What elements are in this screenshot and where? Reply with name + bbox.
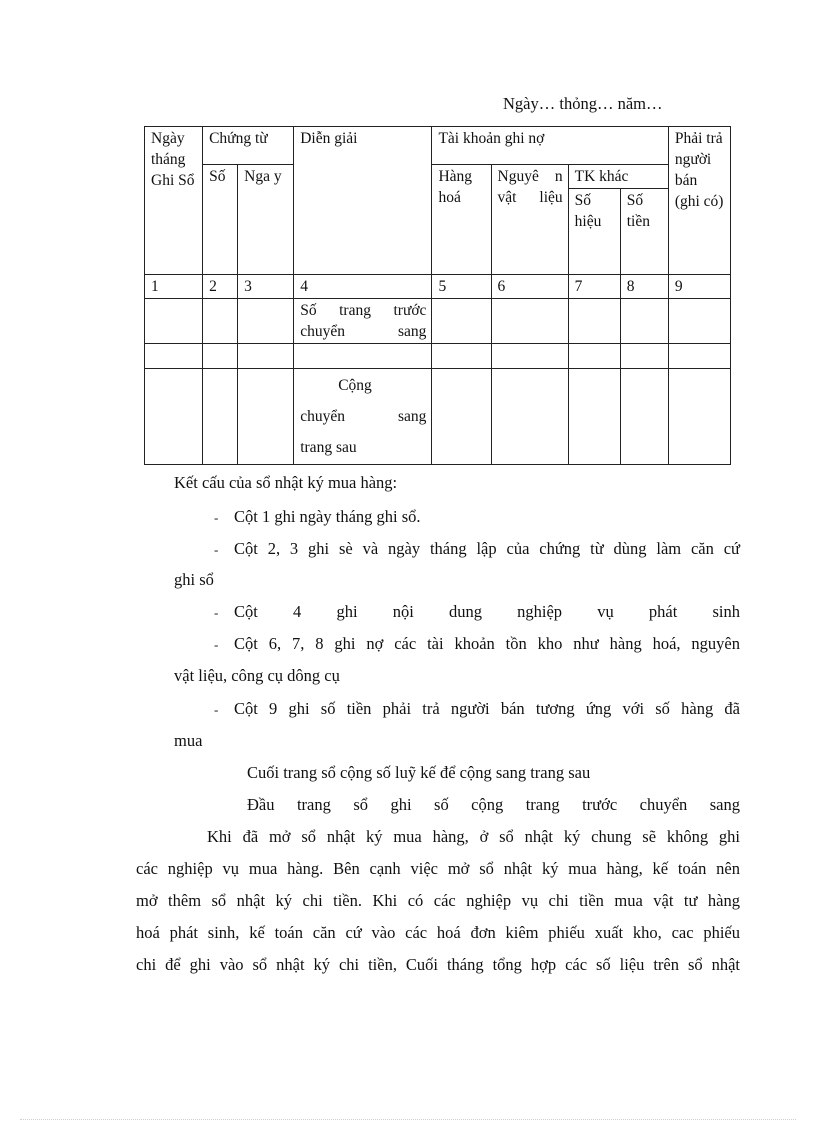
header-hang-hoa: Hàng hoá <box>432 165 491 275</box>
col-number: 6 <box>491 275 568 299</box>
header-tk-khac: TK khác <box>568 165 668 189</box>
header-ngay-thang: Ngày tháng Ghi Sổ <box>145 127 203 275</box>
bullet-2: - Cột 2, 3 ghi sè và ngày tháng lập của chứng từ dùng làm căn cứ <box>214 539 740 558</box>
paragraph-khi-line-2: các nghiệp vụ mua hàng. Bên cạnh việc mở sổ nhật ký mua hàng, kế toán nên <box>136 859 740 878</box>
paragraph-khi-line-5: chi để ghi vào sổ nhật ký chi tiền, Cuối tháng tổng hợp các số liệu trên sổ nhật <box>136 955 740 974</box>
table-row <box>145 369 731 465</box>
paragraph-dau-trang: Đầu trang sổ ghi số cộng trang trước chuyển sang <box>247 795 740 814</box>
paragraph-title: Kết cấu của sổ nhật ký mua hàng: <box>174 473 398 492</box>
header-chung-tu: Chứng từ <box>203 127 294 165</box>
bullet-3: - Cột 4 ghi nội dung nghiệp vụ phát sinh <box>214 602 740 621</box>
paragraph-khi-line-4: hoá phát sinh, kế toán căn cứ vào các hoá đơn kiêm phiếu xuất kho, cac phiếu <box>136 923 740 942</box>
bullet-5: - Cột 9 ghi số tiền phải trả người bán tương ứng với số hàng đã <box>214 699 740 718</box>
table-row <box>145 344 731 369</box>
paragraph-khi-line-3: mở thêm sổ nhật ký chi tiền. Khi có các nghiệp vụ chi tiền mua vật tư hàng <box>136 891 740 910</box>
header-phai-tra: Phải trả người bán (ghi có) <box>668 127 730 275</box>
paragraph-khi-line-1: Khi đã mở sổ nhật ký mua hàng, ở sổ nhật ký chung sẽ không ghi <box>207 827 740 846</box>
header-tk-ghi-no: Tài khoản ghi nợ <box>432 127 668 165</box>
paragraph-cuoi-trang: Cuối trang sổ cộng số luỹ kế để cộng sang trang sau <box>247 763 591 782</box>
header-dien-giai: Diễn giải <box>294 127 432 275</box>
col-number: 5 <box>432 275 491 299</box>
cong-line-1: Cộng <box>338 377 372 394</box>
header-nguyen-vat-lieu: Nguyê n vật liệu <box>491 165 568 275</box>
cong-line-2: chuyển sang <box>300 408 427 425</box>
dash-icon: - <box>214 510 219 525</box>
col-number: 7 <box>568 275 620 299</box>
bullet-5-cont: mua <box>174 731 203 750</box>
dash-icon: - <box>214 702 219 717</box>
col-number: 4 <box>294 275 432 299</box>
page-bottom-border <box>20 1119 796 1120</box>
header-so-tien: Số tiền <box>620 189 668 275</box>
cong-line-3: trang sau <box>300 439 357 456</box>
row-cong-chuyen-sang <box>294 369 432 465</box>
dash-icon: - <box>214 637 219 652</box>
bullet-4: - Cột 6, 7, 8 ghi nợ các tài khoản tồn kho như hàng hoá, nguyên <box>214 634 740 653</box>
col-number: 9 <box>668 275 730 299</box>
bullet-4-cont: vật liệu, công cụ dông cụ <box>174 666 340 685</box>
dash-icon: - <box>214 605 219 620</box>
bullet-2-cont: ghi sổ <box>174 570 214 589</box>
header-so-hieu: Số hiệu <box>568 189 620 275</box>
col-number: 8 <box>620 275 668 299</box>
column-number-row <box>145 275 731 299</box>
header-ngay-ct: Nga y <box>238 165 294 275</box>
row-so-trang-truoc: Số trang trước chuyển sang <box>294 299 432 344</box>
bullet-1: - Cột 1 ghi ngày tháng ghi sổ. <box>214 507 421 526</box>
date-line: Ngày… thỏng… năm… <box>503 94 663 113</box>
purchase-journal-table <box>144 126 731 465</box>
dash-icon: - <box>214 542 219 557</box>
col-number: 3 <box>238 275 294 299</box>
col-number: 1 <box>145 275 203 299</box>
table-row <box>145 299 731 344</box>
header-so: Số <box>203 165 238 275</box>
col-number: 2 <box>203 275 238 299</box>
